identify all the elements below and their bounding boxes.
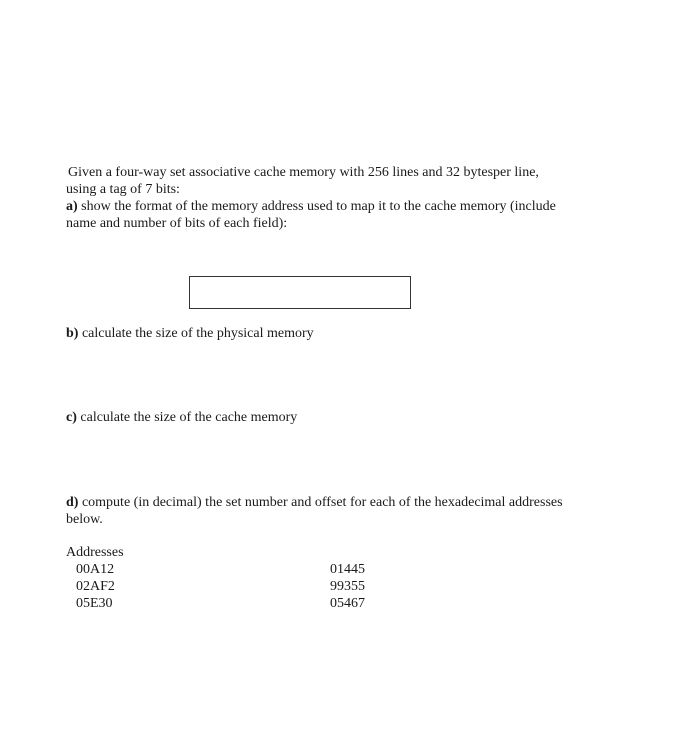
address-right-1: 01445 (330, 562, 365, 577)
part-a-text: show the format of the memory address used to map it to the cache memory (include (77, 199, 556, 214)
addresses-heading: Addresses (66, 545, 124, 560)
part-c-line (66, 410, 297, 426)
address-format-answer-box[interactable] (189, 276, 411, 309)
part-c-label: c) (66, 410, 77, 425)
part-d-line-2: below. (66, 512, 103, 527)
part-a-label: a) (66, 199, 78, 214)
address-left-3: 05E30 (76, 596, 113, 611)
address-left-1: 00A12 (76, 562, 115, 577)
part-b-text: calculate the size of the physical memory (78, 326, 314, 341)
part-d-label: d) (66, 495, 79, 510)
address-right-3: 05467 (330, 596, 365, 611)
address-left-2: 02AF2 (76, 579, 115, 594)
part-a-line-2: name and number of bits of each field): (66, 216, 288, 231)
part-c-text: calculate the size of the cache memory (76, 410, 298, 425)
part-d-line-1 (66, 495, 563, 511)
part-b-label: b) (66, 326, 79, 341)
intro-line-1: Given a four-way set associative cache memory with 256 lines and 32 bytesper line, (68, 165, 539, 180)
intro-line-2: using a tag of 7 bits: (66, 182, 180, 197)
part-d-text: compute (in decimal) the set number and offset for each of the hexadecimal addresses (78, 495, 563, 510)
address-right-2: 99355 (330, 579, 365, 594)
part-b-line (66, 326, 314, 342)
part-a-line-1 (66, 199, 556, 215)
